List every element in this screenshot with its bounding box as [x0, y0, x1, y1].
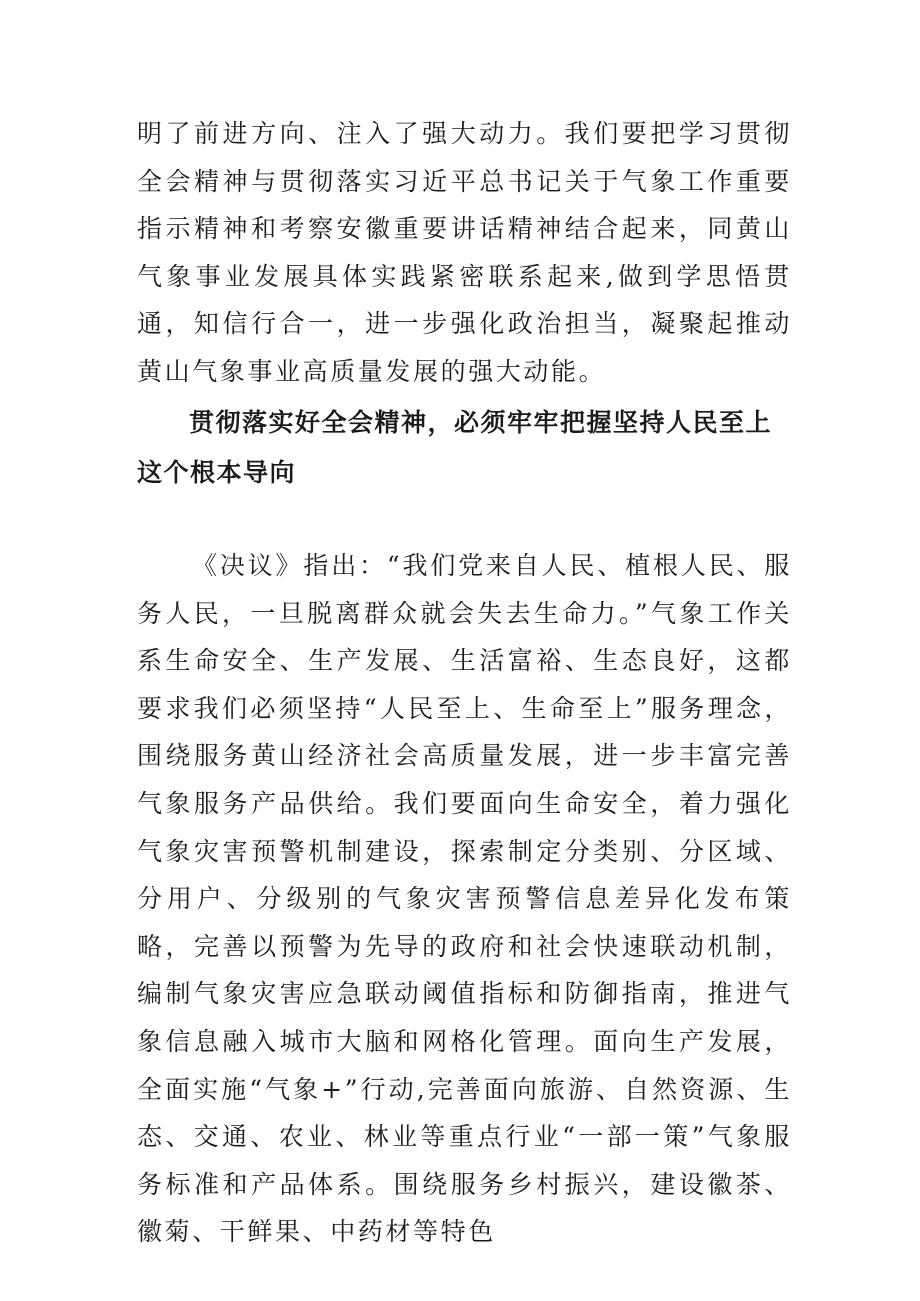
body-paragraph-2: 《决议》指出：“我们党来自人民、植根人民、服务人民，一旦脱离群众就会失去生命力。”气象工作关系生命安全、生产发展、生活富裕、生态良好，这都要求我们必须坚持“人民至上、生命至上”服务理念，围绕服务黄山经济社会高质量发展，进一步丰富完善气象服务产品供给。我们要面向生命安全，着力强化气象灾害预警机制建设，探索制定分类别、分区域、分用户、分级别的气象灾害预警信息差异化发布策略，完善以预警为先导的政府和社会快速联动机制，编制气象灾害应急联动阈值指标和防御指南，推进气象信息融入城市大脑和网格化管理。面向生产发展，全面实施“气象+”行动,完善面向旅游、自然资源、生态、交通、农业、林业等重点行业“一部一策”气象服务标准和产品体系。围绕服务乡村振兴，建设徽茶、徽菊、干鲜果、中药材等特色	[137, 551, 792, 1247]
section-heading: 贯彻落实好全会精神，必须牢牢把握坚持人民至上这个根本导向	[137, 408, 773, 487]
body-paragraph-1: 明了前进方向、注入了强大动力。我们要把学习贯彻全会精神与贯彻落实习近平总书记关于气象工作重要指示精神和考察安徽重要讲话精神结合起来，同黄山气象事业发展具体实践紧密联系起来,做到学思悟贯通，知信行合一，进一步强化政治担当，凝聚起推动黄山气象事业高质量发展的强大动能。	[137, 119, 792, 386]
